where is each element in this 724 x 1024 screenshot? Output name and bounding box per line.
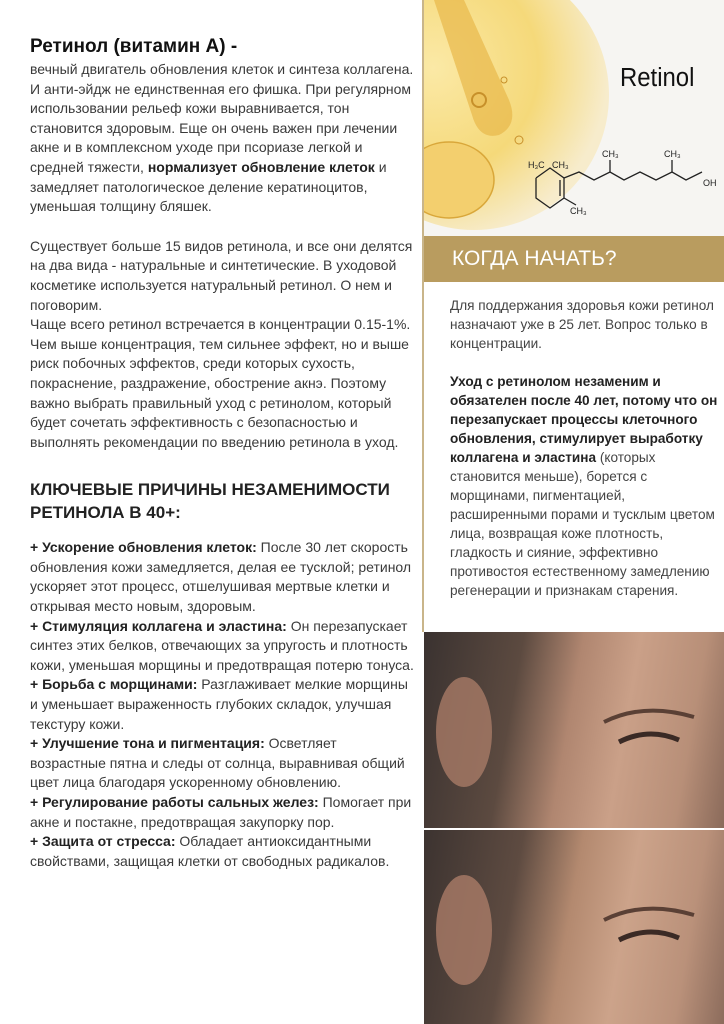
text: вечный двигатель обновления клеток и синтеза коллагена. И анти-эйдж не единственная его фишка. При регулярном использовании рельеф кожи выравнивается, тон становится здоровым. Еще он очень важен при лечении акне и в комплексном уходе при псориазе легкой и средней тяжести,: [30, 61, 414, 175]
when-paragraph-40: [450, 372, 718, 600]
reason-item: [30, 538, 415, 616]
molecule-label: CH₃: [602, 149, 619, 159]
molecule-label: CH₃: [570, 206, 587, 216]
intro-title: Ретинол (витамин А) -: [30, 36, 238, 57]
when-text: [450, 296, 718, 600]
reason-item: [30, 832, 415, 871]
concentration-paragraph: Чаще всего ретинол встречается в концентрации 0.15-1%. Чем выше концентрация, тем сильнее эффект, но и выше риск побочных эффектов, среди которых сухость, покраснение, раздражение, обострение акнэ. Поэтому важно выбрать правильный уход с ретинолом, который будет сочетать эффективность с безопасностью и выполнять рекомендации по введению ретинола в уход.: [30, 316, 411, 450]
reasons-heading: КЛЮЧЕВЫЕ ПРИЧИНЫ НЕЗАМЕНИМОСТИ РЕТИНОЛА В 40+:: [30, 480, 390, 523]
reason-text: Осветляет возрастные пятна и следы от солнца, выравнивая общий цвет лица благодаря ускоренному обновлению.: [30, 735, 405, 791]
bold-text: Уход с ретинолом незаменим и обязателен после 40 лет, потому что он перезапускает процессы клеточного обновления, стимулирует выработку коллагена и эластина: [450, 374, 718, 465]
molecule-label: H₃C: [528, 160, 545, 170]
reason-item: [30, 617, 415, 676]
face-image: [424, 830, 724, 1024]
text: и замедляет патологическое деление кератиноцитов, уменьшая толщину бляшек.: [30, 158, 387, 215]
reason-text: Помогает при акне и постакне, предотвращая закупорку пор.: [30, 794, 412, 830]
left-column: [30, 36, 415, 871]
when-heading: КОГДА НАЧАТЬ?: [452, 247, 617, 270]
reason-title: + Защита от стресса:: [30, 833, 176, 850]
reason-text: Разглаживает мелкие морщины и уменьшает выраженность глубоких складок, улучшая текстуру кожи.: [30, 676, 408, 732]
reason-title: + Ускорение обновления клеток:: [30, 539, 257, 556]
retinol-hero-image: [424, 0, 724, 236]
reason-title: + Стимуляция коллагена и эластина:: [30, 617, 287, 634]
text: (которых становится меньше), борется с морщинами, пигментацией, расширенными порами и тусклым цветом лица, возвращая коже плотность, гладкость и сияние, эффективно противостоя естественному замедлению регенерации и признакам старения.: [450, 450, 715, 598]
retinol-illustration: [424, 0, 724, 236]
intro-paragraph: [30, 60, 415, 217]
reason-item: [30, 734, 415, 793]
reason-title: + Борьба с морщинами:: [30, 676, 198, 693]
face-photo-before: [424, 632, 724, 828]
reason-text: Он перезапускает синтез этих белков, отвечающих за упругость и плотность кожи, уменьшая морщины и предотвращая потерю тонуса.: [30, 617, 414, 673]
reason-item: [30, 675, 415, 734]
face-photo-after: [424, 830, 724, 1024]
when-heading-band: [424, 236, 724, 282]
molecule-label: OH: [703, 178, 717, 188]
bold-text: нормализует обновление клеток: [147, 158, 375, 175]
reason-title: + Улучшение тона и пигментация:: [30, 735, 265, 752]
face-image: [424, 632, 724, 828]
retinol-label: Retinol: [620, 63, 695, 93]
reason-item: [30, 793, 415, 832]
reason-title: + Регулирование работы сальных желез:: [30, 794, 319, 810]
molecule-label: CH₃: [664, 149, 681, 159]
reason-text: После 30 лет скорость обновления кожи замедляется, делая ее тусклой; ретинол ускоряет этот процесс, отшелушивая мертвые клетки и открывая место новым, здоровым.: [30, 539, 412, 615]
reason-text: Обладает антиоксидантными свойствами, защищая клетки от свободных радикалов.: [30, 833, 390, 869]
when-paragraph: Для поддержания здоровья кожи ретинол назначают уже в 25 лет. Вопрос только в концентрации.: [450, 298, 714, 351]
molecule-label: CH₃: [552, 160, 569, 170]
types-paragraph: Существует больше 15 видов ретинола, и все они делятся на два вида - натуральные и синтетические. В уходовой косметике используется натуральный ретинол. О нем и поговорим.: [30, 237, 413, 313]
reasons-list: [30, 538, 415, 871]
